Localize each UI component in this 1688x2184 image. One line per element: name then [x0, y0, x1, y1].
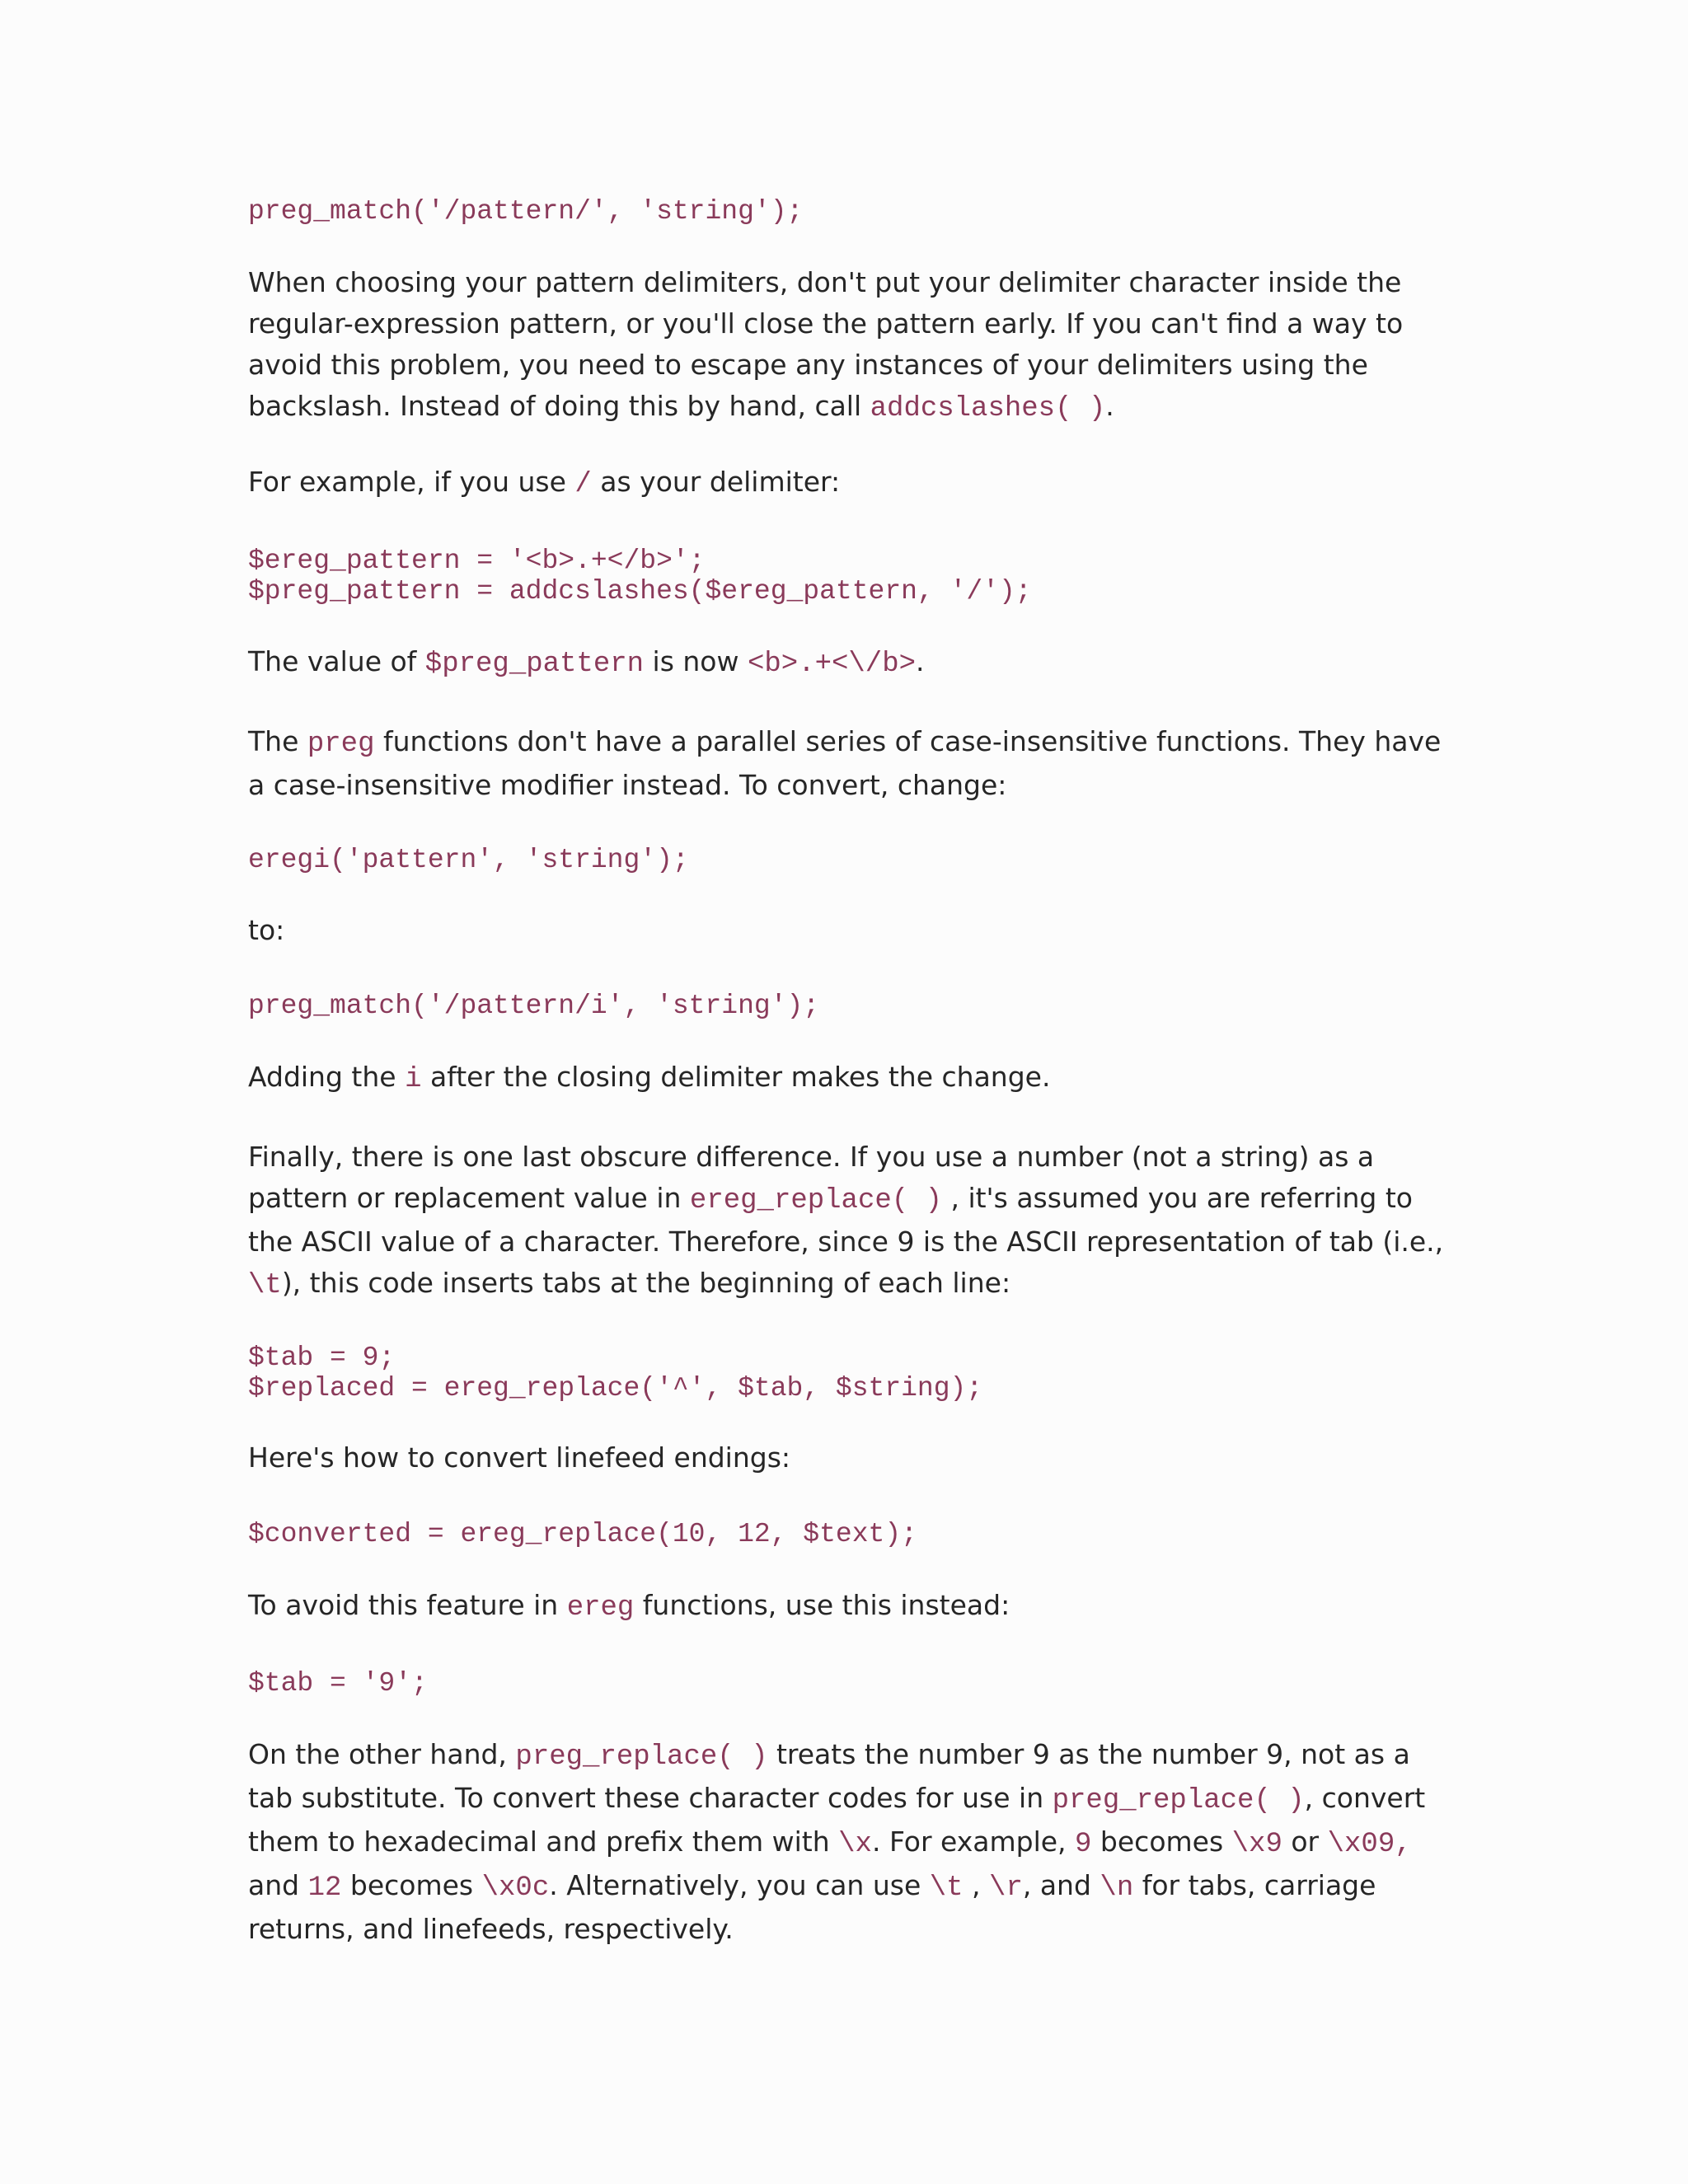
inline-code: / — [574, 469, 592, 500]
paragraph-preg-pattern-value — [248, 641, 1451, 685]
inline-code: <b>.+<\/b> — [747, 649, 917, 680]
inline-code: \x — [838, 1829, 872, 1860]
text: becomes — [1091, 1825, 1232, 1858]
inline-code: $preg_pattern — [424, 649, 645, 680]
code-block-addcslashes: $ereg_pattern = '<b>.+</b>'; $preg_pattern = addcslashes($ereg_pattern, '/'); — [248, 546, 1032, 607]
code-block-tab-string: $tab = '9'; — [248, 1668, 428, 1699]
text: To avoid this feature in — [248, 1589, 567, 1621]
paragraph-obscure-difference — [248, 1137, 1451, 1306]
inline-code: \t — [248, 1270, 282, 1301]
inline-code: \n — [1100, 1872, 1134, 1904]
text: functions, use this instead: — [634, 1589, 1010, 1621]
code-block-tab-replace: $tab = 9; $replaced = ereg_replace('^', $tab, $string); — [248, 1343, 983, 1404]
inline-code: ereg — [566, 1592, 635, 1624]
paragraph-example-delimiter — [248, 462, 1451, 505]
paragraph-linefeed: Here's how to convert linefeed endings: — [248, 1441, 791, 1474]
text: is now — [644, 645, 748, 677]
paragraph-modifier-i — [248, 1057, 1451, 1100]
paragraph-avoid-feature — [248, 1585, 1451, 1629]
text: For example, if you use — [248, 466, 575, 498]
text: The — [248, 725, 307, 757]
text: Adding the — [248, 1061, 406, 1093]
text: , convert them to hexadecimal and prefix them with — [248, 1782, 1426, 1858]
text: for tabs, carriage returns, and linefeeds, respectively. — [248, 1869, 1376, 1945]
text: On the other hand, — [248, 1738, 516, 1770]
paragraph-preg-replace — [248, 1734, 1451, 1950]
text: . — [916, 645, 925, 677]
paragraph-case-insensitive — [248, 721, 1451, 806]
text: Finally, there is one last obscure difference. If you use a number (not a string) as a pattern or replacement value in — [248, 1141, 1375, 1214]
text: after the closing delimiter makes the change. — [421, 1061, 1051, 1093]
text: functions don't have a parallel series of case-insensitive functions. They have a case-insensitive modifier instead. To convert, change: — [248, 725, 1442, 801]
text: as your delimiter: — [591, 466, 841, 498]
code-block-preg-match: preg_match('/pattern/', 'string'); — [248, 196, 804, 227]
text: The value of — [248, 645, 425, 677]
inline-code: \r — [989, 1872, 1023, 1904]
inline-code: \t — [929, 1872, 964, 1904]
inline-code: ereg_replace( ) — [689, 1185, 942, 1216]
text: . — [1105, 390, 1114, 422]
text: , and — [1022, 1869, 1100, 1901]
text: ), this code inserts tabs at the beginning of each line: — [281, 1267, 1011, 1299]
text: When choosing your pattern delimiters, don't put your delimiter character inside the regular-expression pattern, or you'll close the pattern early. If you can't find a way to avoid this problem, you need to escape any instances of your delimiters using the backslash. Instead of doing this by hand, call — [248, 266, 1404, 422]
inline-code: preg_replace( ) — [515, 1741, 768, 1773]
code-block-converted: $converted = ereg_replace(10, 12, $text); — [248, 1519, 917, 1549]
code-block-preg-match-i: preg_match('/pattern/i', 'string'); — [248, 991, 820, 1021]
text: . For example, — [871, 1825, 1076, 1858]
inline-code: 9 — [1075, 1829, 1092, 1860]
text: , it's assumed you are referring to the ASCII value of a character. Therefore, since 9 is the ASCII representation of tab (i.e., — [248, 1182, 1444, 1258]
text: and — [248, 1869, 308, 1901]
text: becomes — [341, 1869, 482, 1901]
inline-code: addcslashes( ) — [870, 393, 1106, 424]
paragraph-to: to: — [248, 914, 285, 946]
inline-code: \x9 — [1231, 1829, 1282, 1860]
inline-code: \x09, — [1327, 1829, 1412, 1860]
inline-code: preg — [307, 729, 375, 760]
inline-code: preg_replace( ) — [1052, 1785, 1305, 1816]
inline-code: 12 — [307, 1872, 342, 1904]
text: , — [963, 1869, 990, 1901]
text: treats the number 9 as the number 9, not as a tab substitute. To convert these character codes for use in — [248, 1738, 1410, 1814]
paragraph-delimiters — [248, 262, 1451, 429]
text: . Alternatively, you can use — [549, 1869, 930, 1901]
inline-code: \x0c — [481, 1872, 550, 1904]
code-block-eregi: eregi('pattern', 'string'); — [248, 845, 689, 875]
inline-code: i — [405, 1064, 422, 1095]
text: or — [1282, 1825, 1328, 1858]
